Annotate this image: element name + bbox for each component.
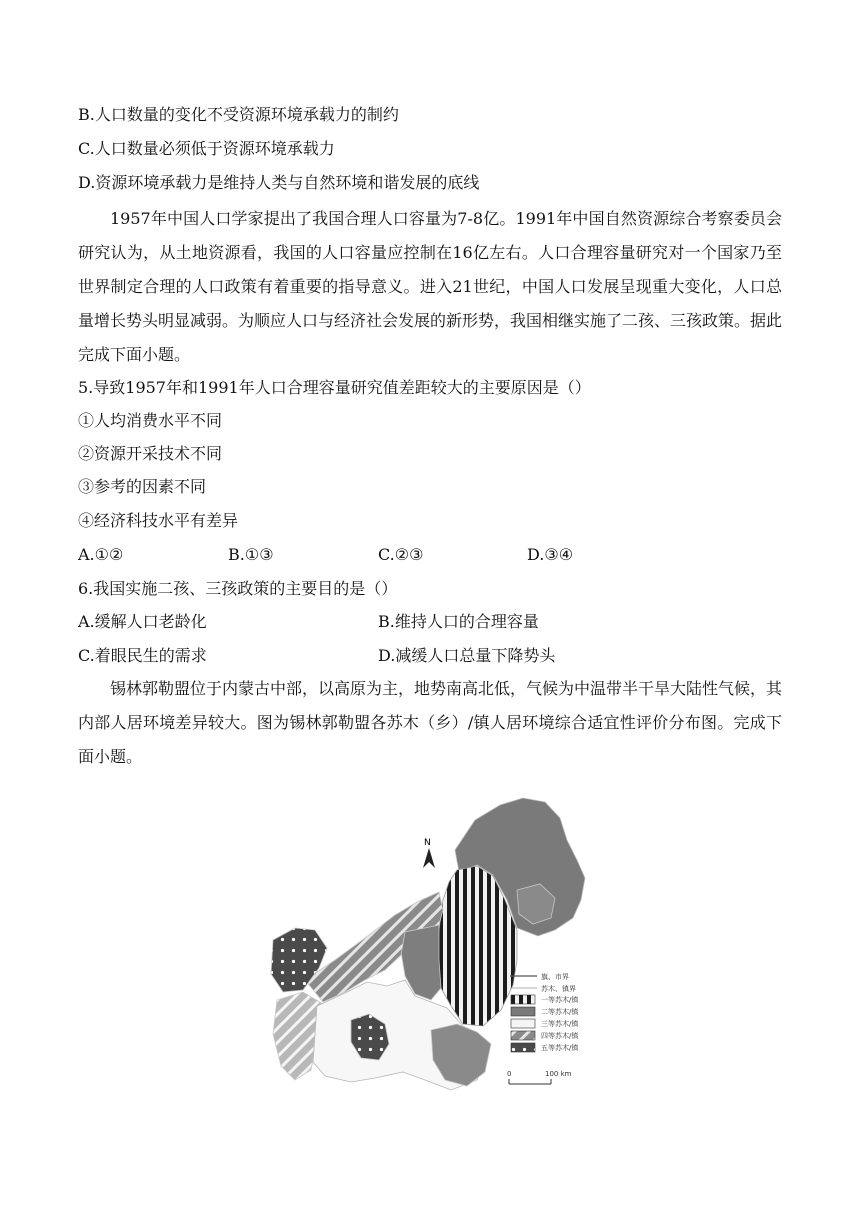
map-legend: [510, 972, 579, 1052]
q5-option-d[interactable]: D.③④: [527, 545, 574, 564]
q5-option-a[interactable]: A.①②: [78, 545, 124, 564]
scale-zero: 0: [507, 1070, 512, 1078]
q6-option-d[interactable]: D.减缓人口总量下降势头: [378, 646, 556, 665]
scale-bar: [507, 1070, 572, 1084]
q5-item-3: ③参考的因素不同: [78, 477, 207, 496]
q5-item-4: ④经济科技水平有差异: [78, 511, 239, 530]
q5-option-b[interactable]: B.①③: [228, 545, 274, 564]
q5-stem: 5.导致1957年和1991年人口合理容量研究值差距较大的主要原因是（）: [78, 378, 591, 397]
passage-xilingol: 锡林郭勒盟位于内蒙古中部，以高原为主，地势南高北低，气候为中温带半干旱大陆性气候，其内部人居环境差异较大。图为锡林郭勒盟各苏木（乡）/镇人居环境综合适宜性评价分布图。完成下面小题。: [78, 679, 783, 766]
q6-options-row1: [78, 611, 782, 633]
q6-options-row2: [78, 645, 782, 667]
map-svg: [255, 780, 605, 1100]
legend-fourth: 四等苏木/镇: [541, 1032, 579, 1040]
q5-item-1: ①人均消费水平不同: [78, 411, 223, 430]
scale-distance: 100 km: [545, 1070, 572, 1078]
passage-population: 1957年中国人口学家提出了我国合理人口容量为7-8亿。1991年中国自然资源综合考察委员会研究认为，从土地资源看，我国的人口容量应控制在16亿左右。人口合理容量研究对一个国家乃至世界制定合理的人口政策有着重要的指导意义。进入21世纪，中国人口发展呈现重大变化，人口总量增长势头明显减弱。为顺应人口与经济社会发展的新形势，我国相继实施了二孩、三孩政策。据此完成下面小题。: [78, 209, 783, 364]
q6-option-c[interactable]: C.着眼民生的需求: [78, 646, 207, 665]
north-arrow-icon: [423, 848, 435, 868]
q5-option-c[interactable]: C.②③: [378, 545, 424, 564]
legend-fifth: 五等苏木/镇: [541, 1044, 579, 1052]
q5-options: [78, 544, 782, 566]
prev-option-b: B.人口数量的变化不受资源环境承载力的制约: [78, 105, 399, 124]
legend-second: 二等苏木/镇: [541, 1008, 579, 1016]
legend-third: 三等苏木/镇: [541, 1020, 579, 1028]
legend-first: 一等苏木/镇: [541, 996, 579, 1004]
prev-option-c: C.人口数量必须低于资源环境承载力: [78, 139, 335, 158]
q6-option-b[interactable]: B.维持人口的合理容量: [378, 612, 539, 631]
suitability-map: [255, 780, 605, 1100]
prev-option-d: D.资源环境承载力是维持人类与自然环境和谐发展的底线: [78, 173, 480, 192]
legend-sumu-boundary: 苏木、镇界: [541, 985, 576, 993]
q5-item-2: ②资源开采技术不同: [78, 444, 223, 463]
q6-option-a[interactable]: A.缓解人口老龄化: [78, 612, 207, 631]
north-label: N: [424, 838, 431, 848]
q6-stem: 6.我国实施二孩、三孩政策的主要目的是（）: [78, 579, 398, 598]
legend-banner-boundary: 旗、市界: [541, 973, 569, 981]
